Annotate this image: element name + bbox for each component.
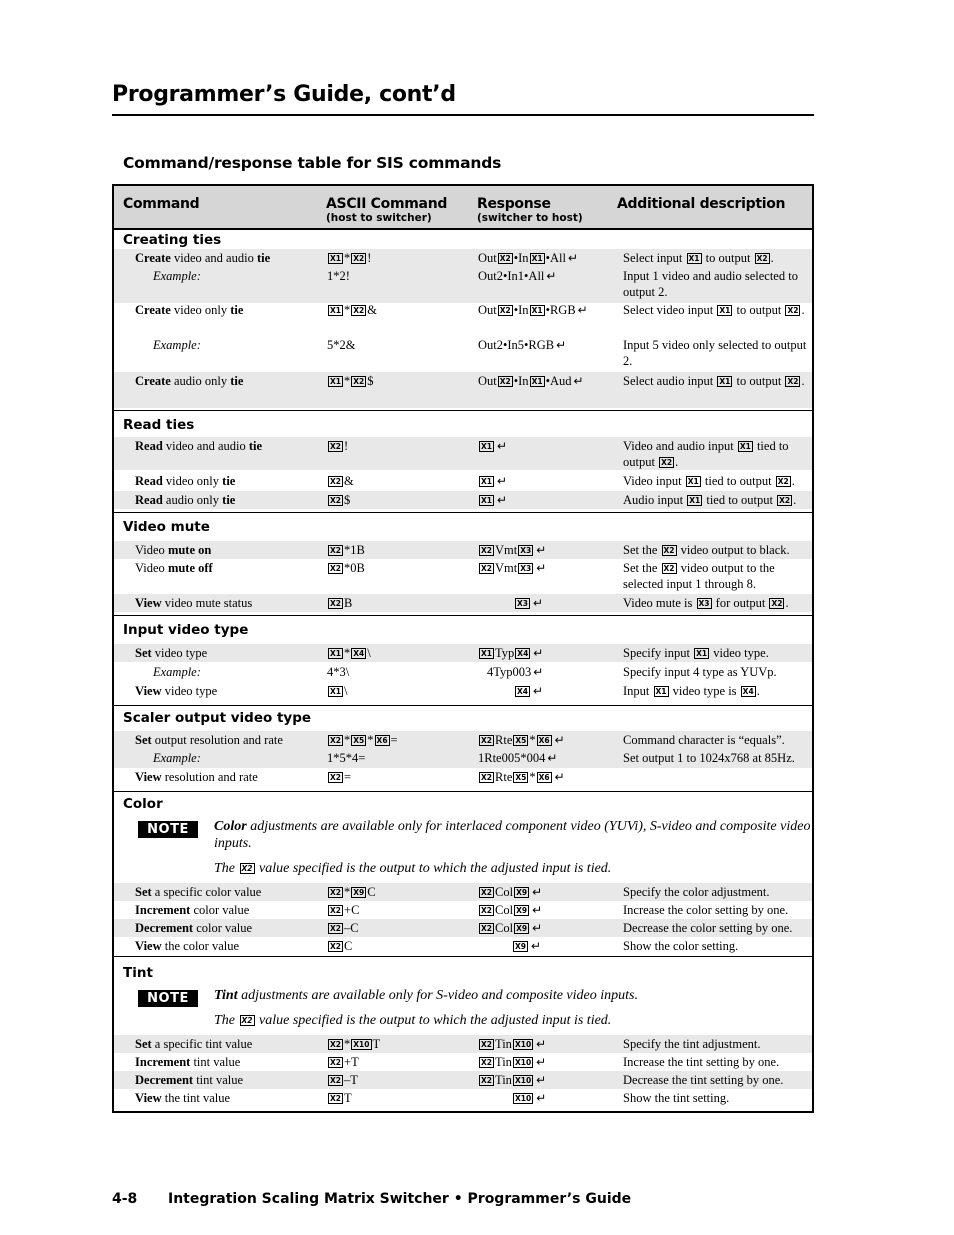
table-row	[114, 1071, 812, 1089]
response-cell: X3 ↵	[517, 596, 544, 610]
command-cell: Create video only tie	[135, 303, 244, 317]
description-cell: Select video input X1 to output X2 .	[623, 303, 805, 317]
command-cell: Set video type	[135, 646, 208, 660]
return-icon: ↵	[567, 251, 578, 265]
table-row	[114, 644, 812, 662]
col-description-header: Additional description	[617, 196, 786, 212]
ascii-cell: X2 C	[330, 939, 353, 953]
return-icon: ↵	[533, 596, 544, 610]
ascii-cell: X2 $	[330, 493, 351, 507]
table-row	[114, 372, 812, 408]
response-cell: X2 Col X9 ↵	[481, 903, 543, 917]
command-cell: View video type	[135, 684, 218, 698]
table-header	[114, 186, 812, 229]
ascii-cell: 4*3\	[327, 665, 350, 679]
section-label: Read ties	[123, 417, 195, 433]
ascii-cell: X1 * X4 \	[330, 646, 371, 660]
response-cell: 4Typ003 ↵	[487, 665, 544, 679]
col-command-header: Command	[123, 196, 200, 212]
return-icon: ↵	[532, 921, 543, 935]
table-row	[114, 267, 812, 303]
description-cell: Select input X1 to output X2 .	[623, 251, 774, 265]
table-row	[114, 559, 812, 593]
return-icon: ↵	[536, 561, 547, 575]
ascii-cell: 5*2&	[327, 338, 356, 352]
note-text: The X2 value specified is the output to which the adjusted input is tied.	[214, 1013, 612, 1028]
section-label: Tint	[123, 965, 153, 981]
return-icon: ↵	[536, 1091, 547, 1105]
return-icon: ↵	[536, 543, 547, 557]
command-cell: Create video and audio tie	[135, 251, 271, 265]
table-row	[114, 731, 812, 749]
description-cell: Increase the color setting by one.	[623, 903, 789, 917]
example-label: Example:	[153, 338, 201, 352]
ascii-cell: X2 –C	[330, 921, 359, 935]
description-cell: Specify the color adjustment.	[623, 885, 770, 899]
response-cell: X2 Rte X5 * X6 ↵	[481, 733, 565, 747]
description-cell: Show the color setting.	[623, 939, 739, 953]
description-cell: Increase the tint setting by one.	[623, 1055, 780, 1069]
return-icon: ↵	[497, 439, 508, 453]
description-cell: Decrease the tint setting by one.	[623, 1073, 784, 1087]
page-title: Programmer’s Guide, cont’d	[112, 82, 456, 107]
col-response-header: Response	[477, 196, 551, 212]
response-cell: 1Rte005*004 ↵	[478, 751, 558, 765]
table-row	[114, 594, 812, 612]
return-icon: ↵	[533, 646, 544, 660]
footer-text: Integration Scaling Matrix Switcher • Programmer’s Guide	[168, 1191, 632, 1207]
description-cell: Specify input 4 type as YUVp.	[623, 665, 777, 679]
description-cell: Input 5 video only selected to output 2.	[623, 338, 807, 368]
description-cell: Specify the tint adjustment.	[623, 1037, 761, 1051]
description-cell: Command character is “equals”.	[623, 733, 785, 747]
table-row	[114, 749, 812, 768]
ascii-cell: 1*5*4=	[327, 751, 366, 765]
description-cell: Decrease the color setting by one.	[623, 921, 793, 935]
command-cell: Set a specific color value	[135, 885, 262, 899]
return-icon: ↵	[556, 338, 567, 352]
description-cell: Set output 1 to 1024x768 at 85Hz.	[623, 751, 795, 765]
section-label: Color	[123, 796, 163, 812]
section-title: Command/response table for SIS commands	[123, 154, 502, 172]
page-footer	[112, 1191, 631, 1207]
table-row	[114, 336, 812, 370]
response-cell: X2 Tin X10 ↵	[481, 1073, 547, 1087]
return-icon: ↵	[554, 770, 565, 784]
ascii-cell: X1 \	[330, 684, 348, 698]
response-cell: X2 Vmt X3 ↵	[481, 561, 547, 575]
description-cell: Show the tint setting.	[623, 1091, 730, 1105]
response-cell: X10 ↵	[515, 1091, 547, 1105]
col-ascii-header: ASCII Command	[326, 196, 448, 212]
note-badge: NOTE	[138, 821, 198, 838]
command-cell: Read video and audio tie	[135, 439, 263, 453]
command-cell: Create audio only tie	[135, 374, 244, 388]
return-icon: ↵	[497, 474, 508, 488]
section-label: Input video type	[123, 622, 249, 638]
table-row	[114, 919, 812, 937]
response-cell: X9 ↵	[515, 939, 542, 953]
response-cell: X2 Rte X5 * X6 ↵	[481, 770, 565, 784]
return-icon: ↵	[577, 303, 588, 317]
note-text: Tint adjustments are available only for S-video and composite video inputs.	[214, 988, 638, 1003]
return-icon: ↵	[547, 751, 558, 765]
table-row	[114, 437, 812, 470]
table-row	[114, 541, 812, 559]
command-cell: Decrement tint value	[135, 1073, 244, 1087]
response-cell: X2 Col X9 ↵	[481, 885, 543, 899]
table-row	[114, 1053, 812, 1071]
note-text: The X2 value specified is the output to which the adjusted input is tied.	[214, 861, 612, 876]
return-icon: ↵	[533, 684, 544, 698]
table-row	[114, 883, 812, 901]
ascii-cell: 1*2!	[327, 269, 350, 283]
command-cell: Set output resolution and rate	[135, 733, 283, 747]
example-label: Example:	[153, 269, 201, 283]
return-icon: ↵	[546, 269, 557, 283]
ascii-cell: X2 &	[330, 474, 354, 488]
description-cell: Specify input X1 video type.	[623, 646, 769, 660]
ascii-cell: X2 *1B	[330, 543, 365, 557]
table-row	[114, 472, 812, 490]
ascii-cell: X2 =	[330, 770, 352, 784]
table-row	[114, 301, 812, 335]
response-cell: X2 Col X9 ↵	[481, 921, 543, 935]
table-row	[114, 901, 812, 919]
table-row	[114, 768, 812, 786]
response-cell: Out2•In1•All ↵	[478, 269, 557, 283]
note-badge: NOTE	[138, 990, 198, 1007]
ascii-cell: X1 * X2 &	[330, 303, 378, 317]
ascii-cell: X2 * X10 T	[330, 1037, 381, 1051]
command-cell: Increment color value	[135, 903, 250, 917]
ascii-cell: X1 * X2 !	[330, 251, 372, 265]
command-cell: View the tint value	[135, 1091, 231, 1105]
command-cell: Video mute on	[135, 543, 212, 557]
description-cell: Audio input X1 tied to output X2 .	[623, 493, 797, 507]
table-row	[114, 663, 812, 681]
ascii-cell: X2 B	[330, 596, 353, 610]
command-cell: Video mute off	[135, 561, 213, 575]
section-label: Creating ties	[123, 232, 222, 248]
table-row	[114, 937, 812, 955]
response-cell: Out X2 •In X1 •RGB ↵	[478, 303, 588, 317]
response-cell: Out X2 •In X1 •All ↵	[478, 251, 578, 265]
description-cell: Video mute is X3 for output X2 .	[623, 596, 789, 610]
command-cell: View resolution and rate	[135, 770, 258, 784]
return-icon: ↵	[533, 665, 544, 679]
section-label: Scaler output video type	[123, 710, 312, 726]
return-icon: ↵	[536, 1037, 547, 1051]
command-cell: Read video only tie	[135, 474, 236, 488]
ascii-cell: X2 +C	[330, 903, 360, 917]
command-cell: Set a specific tint value	[135, 1037, 253, 1051]
ascii-cell: X1 * X2 $	[330, 374, 374, 388]
command-cell: Increment tint value	[135, 1055, 241, 1069]
command-cell: View video mute status	[135, 596, 253, 610]
return-icon: ↵	[532, 903, 543, 917]
description-cell: Select audio input X1 to output X2 .	[623, 374, 805, 388]
example-label: Example:	[153, 751, 201, 765]
description-cell: Input 1 video and audio selected to output 2.	[623, 269, 798, 299]
command-cell: Read audio only tie	[135, 493, 236, 507]
description-cell: Video input X1 tied to output X2 .	[623, 474, 795, 488]
response-cell: X1 ↵	[481, 493, 508, 507]
note-text: Color adjustments are available only for interlaced component video (YUVi), S-video and composite video inputs.	[214, 819, 811, 851]
response-cell: Out2•In5•RGB ↵	[478, 338, 567, 352]
ascii-cell: X2 * X5 * X6 =	[330, 733, 398, 747]
return-icon: ↵	[497, 493, 508, 507]
ascii-cell: X2 !	[330, 439, 349, 453]
command-cell: Decrement color value	[135, 921, 253, 935]
response-cell: X4 ↵	[517, 684, 544, 698]
return-icon: ↵	[536, 1073, 547, 1087]
ascii-cell: X2 *0B	[330, 561, 365, 575]
response-cell: X2 Tin X10 ↵	[481, 1055, 547, 1069]
page-number: 4-8	[112, 1191, 138, 1207]
title-rule	[112, 114, 814, 116]
section-label: Video mute	[123, 519, 210, 535]
return-icon: ↵	[554, 733, 565, 747]
return-icon: ↵	[536, 1055, 547, 1069]
description-cell: Set the X2 video output to the selected input 1 through 8.	[623, 561, 775, 591]
table-row	[114, 682, 812, 700]
response-cell: X1 Typ X4 ↵	[481, 646, 544, 660]
ascii-cell: X2 –T	[330, 1073, 358, 1087]
col-ascii-subheader: (host to switcher)	[326, 212, 432, 224]
return-icon: ↵	[531, 939, 542, 953]
response-cell: X1 ↵	[481, 439, 508, 453]
table-row	[114, 1035, 812, 1053]
table-row	[114, 1089, 812, 1107]
col-response-subheader: (switcher to host)	[477, 212, 583, 224]
example-label: Example:	[153, 665, 201, 679]
description-cell: Video and audio input X1 tied to output X2 .	[623, 439, 789, 469]
return-icon: ↵	[573, 374, 584, 388]
sis-command-table	[112, 184, 814, 1113]
response-cell: Out X2 •In X1 •Aud ↵	[478, 374, 584, 388]
ascii-cell: X2 +T	[330, 1055, 359, 1069]
response-cell: X1 ↵	[481, 474, 508, 488]
command-cell: View the color value	[135, 939, 240, 953]
response-cell: X2 Tin X10 ↵	[481, 1037, 547, 1051]
description-cell: Set the X2 video output to black.	[623, 543, 790, 557]
ascii-cell: X2 * X9 C	[330, 885, 376, 899]
response-cell: X2 Vmt X3 ↵	[481, 543, 547, 557]
table-row	[114, 491, 812, 509]
ascii-cell: X2 T	[330, 1091, 352, 1105]
return-icon: ↵	[532, 885, 543, 899]
description-cell: Input X1 video type is X4 .	[623, 684, 760, 698]
